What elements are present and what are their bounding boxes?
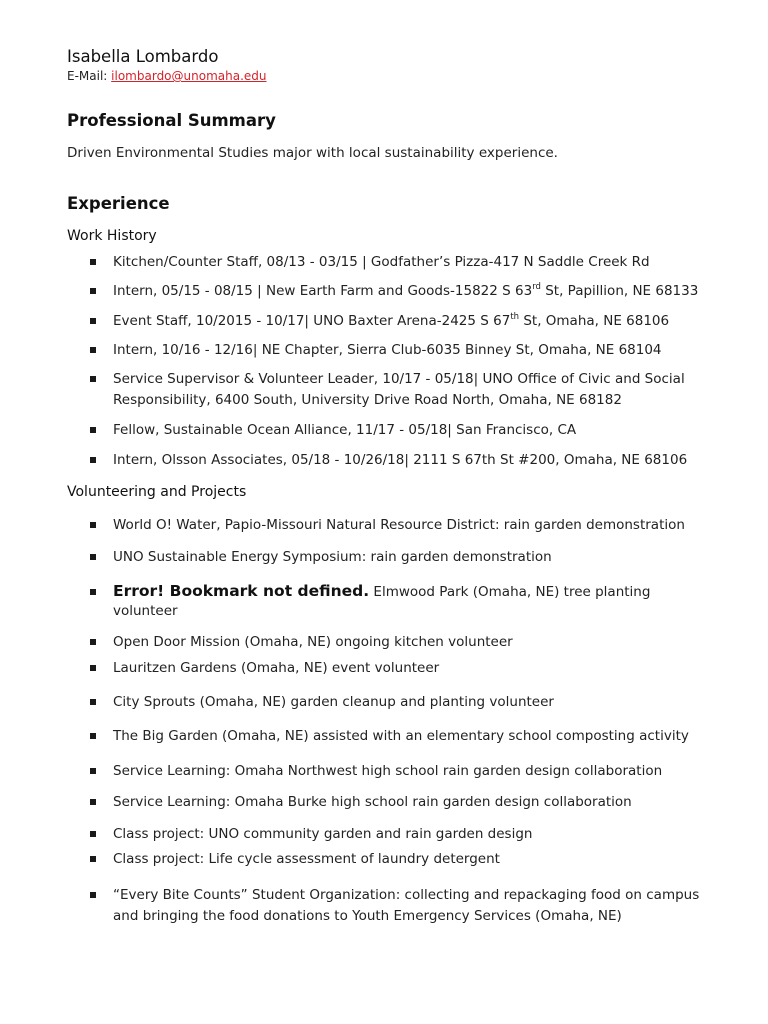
email-link[interactable]: ilombardo@unomaha.edu <box>111 69 267 83</box>
bullet-icon <box>90 457 96 463</box>
work-item: Intern, 05/15 - 08/15 | New Earth Farm and Goods-15822 S 63rd St, Papillion, NE 68133 <box>113 282 699 299</box>
work-item: Intern, Olsson Associates, 05/18 - 10/26/18| 2111 S 67th St #200, Omaha, NE 68106 <box>113 452 688 468</box>
experience-heading: Experience <box>67 194 170 213</box>
bullet-icon <box>90 768 96 774</box>
candidate-name: Isabella Lombardo <box>67 47 219 66</box>
volunteer-item: Class project: Life cycle assessment of laundry detergent <box>113 851 500 867</box>
summary-heading: Professional Summary <box>67 111 276 130</box>
work-item: Kitchen/Counter Staff, 08/13 - 03/15 | Godfather’s Pizza-417 N Saddle Creek Rd <box>113 254 650 270</box>
work-item-line: Responsibility, 6400 South, University Drive Road North, Omaha, NE 68182 <box>113 392 622 408</box>
volunteering-heading: Volunteering and Projects <box>67 484 247 500</box>
work-history-heading: Work History <box>67 228 157 244</box>
work-item: Fellow, Sustainable Ocean Alliance, 11/17 - 05/18| San Francisco, CA <box>113 422 577 438</box>
bookmark-error: Error! Bookmark not defined. <box>113 582 370 600</box>
bullet-icon <box>90 856 96 862</box>
bullet-icon <box>90 347 96 353</box>
email-label: E-Mail: <box>67 69 108 83</box>
bullet-icon <box>90 288 96 294</box>
email-line <box>67 69 267 83</box>
summary-text: Driven Environmental Studies major with local sustainability experience. <box>67 145 558 161</box>
bullet-icon <box>90 318 96 324</box>
work-item-line: Service Supervisor & Volunteer Leader, 10/17 - 05/18| UNO Office of Civic and Social <box>113 371 685 387</box>
bullet-icon <box>90 427 96 433</box>
bullet-icon <box>90 831 96 837</box>
bullet-icon <box>90 376 96 382</box>
bullet-icon <box>90 554 96 560</box>
bullet-icon <box>90 733 96 739</box>
volunteer-item: World O! Water, Papio-Missouri Natural Resource District: rain garden demonstration <box>113 517 685 533</box>
bullet-icon <box>90 522 96 528</box>
volunteer-item: Service Learning: Omaha Northwest high school rain garden design collaboration <box>113 763 663 779</box>
work-item: Event Staff, 10/2015 - 10/17| UNO Baxter Arena-2425 S 67th St, Omaha, NE 68106 <box>113 312 670 329</box>
volunteer-item: Open Door Mission (Omaha, NE) ongoing kitchen volunteer <box>113 634 513 650</box>
bullet-icon <box>90 799 96 805</box>
volunteer-item: The Big Garden (Omaha, NE) assisted with an elementary school composting activity <box>113 728 689 744</box>
volunteer-item: Lauritzen Gardens (Omaha, NE) event volunteer <box>113 660 440 676</box>
volunteer-item-line: “Every Bite Counts” Student Organization: collecting and repackaging food on campus <box>113 887 700 903</box>
volunteer-item: Class project: UNO community garden and rain garden design <box>113 826 533 842</box>
bullet-icon <box>90 699 96 705</box>
bullet-icon <box>90 589 96 595</box>
work-item: Intern, 10/16 - 12/16| NE Chapter, Sierra Club-6035 Binney St, Omaha, NE 68104 <box>113 342 662 358</box>
bullet-icon <box>90 892 96 898</box>
bullet-icon <box>90 665 96 671</box>
volunteer-item: City Sprouts (Omaha, NE) garden cleanup and planting volunteer <box>113 694 554 710</box>
bullet-icon <box>90 639 96 645</box>
volunteer-item-line: and bringing the food donations to Youth Emergency Services (Omaha, NE) <box>113 908 622 924</box>
volunteer-item: Service Learning: Omaha Burke high school rain garden design collaboration <box>113 794 632 810</box>
bullet-icon <box>90 259 96 265</box>
volunteer-item-line: Error! Bookmark not defined. Elmwood Park (Omaha, NE) tree planting <box>113 582 651 600</box>
volunteer-item-line: volunteer <box>113 603 178 619</box>
volunteer-item: UNO Sustainable Energy Symposium: rain garden demonstration <box>113 549 552 565</box>
